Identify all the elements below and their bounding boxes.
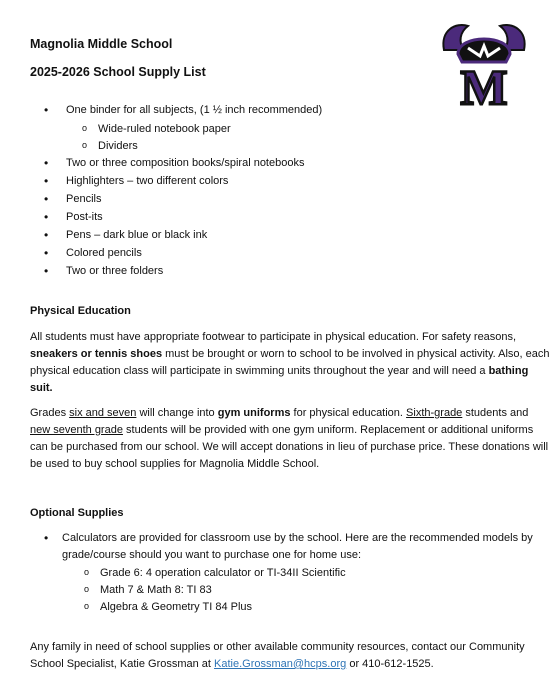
- list-item: • Pencils: [30, 191, 530, 209]
- pe-underlined-text: six and seven: [69, 407, 137, 419]
- pe-paragraph-2: [30, 405, 550, 473]
- sub-item: o Wide-ruled notebook paper: [30, 121, 530, 138]
- sub-item: o Dividers: [30, 138, 530, 155]
- pe-bold-text: bathing suit.: [30, 365, 529, 394]
- pe-underlined-text: Sixth-grade: [406, 407, 463, 419]
- list-item: • Post-its: [30, 209, 530, 227]
- list-item: • Colored pencils: [30, 245, 530, 263]
- contact-text: or 410-612-1525.: [346, 658, 434, 670]
- list-item: • Pens – dark blue or black ink: [30, 227, 530, 245]
- pe-text: will change into: [136, 407, 218, 419]
- supply-list: [30, 102, 530, 281]
- calculator-models-list: [62, 565, 550, 616]
- pe-text: All students must have appropriate footwear to participate in physical education. For safety reasons,: [30, 331, 517, 343]
- pe-text: students will be provided with one gym uniform. Replacement or additional uniforms can be purchased from our school. We will accept donations in lieu of purchase price. These donations will be used to buy school supplies for Magnolia Middle School.: [30, 424, 549, 470]
- pe-underlined-text: new seventh grade: [30, 424, 123, 436]
- binder-sub-list: [30, 121, 530, 155]
- list-item: • Highlighters – two different colors: [30, 173, 530, 191]
- optional-heading: Optional Supplies: [30, 507, 124, 519]
- list-item-label: Calculators are provided for classroom use by the school. Here are the recommended models by grade/course should you want to purchase one for home use:: [62, 532, 533, 561]
- sub-item: o Grade 6: 4 operation calculator or TI-34II Scientific: [62, 565, 550, 582]
- list-item-label: One binder for all subjects, (1 ½ inch recommended): [66, 104, 323, 116]
- pe-heading: Physical Education: [30, 305, 131, 317]
- logo-letter: M: [460, 59, 508, 110]
- list-title: 2025-2026 School Supply List: [30, 65, 206, 79]
- pe-text: must be brought or worn to school to be involved in physical activity. Also, each physical education class will participate in swimming units throughout the year and will need a: [30, 348, 550, 377]
- list-item-calculators: [30, 530, 550, 616]
- optional-list: [30, 530, 550, 616]
- sub-item: o Math 7 & Math 8: TI 83: [62, 582, 550, 599]
- pe-text: Grades: [30, 407, 70, 419]
- contact-text: Any family in need of school supplies or other available community resources, contact our Community School Specialist, Katie Grossman at: [30, 641, 525, 670]
- email-link[interactable]: Katie.Grossman@hcps.org: [214, 658, 347, 670]
- list-item-binder: [30, 102, 530, 155]
- school-logo-icon: [438, 20, 530, 110]
- pe-bold-text: sneakers or tennis shoes: [30, 348, 163, 360]
- school-name: Magnolia Middle School: [30, 37, 173, 51]
- pe-text: students and: [462, 407, 529, 419]
- contact-paragraph: [30, 639, 550, 673]
- list-item: • Two or three composition books/spiral notebooks: [30, 155, 530, 173]
- sub-item: o Algebra & Geometry TI 84 Plus: [62, 599, 550, 616]
- pe-text: for physical education.: [290, 407, 407, 419]
- pe-bold-text: gym uniforms: [217, 407, 291, 419]
- pe-paragraph-1: [30, 329, 550, 397]
- list-item: • Two or three folders: [30, 263, 530, 281]
